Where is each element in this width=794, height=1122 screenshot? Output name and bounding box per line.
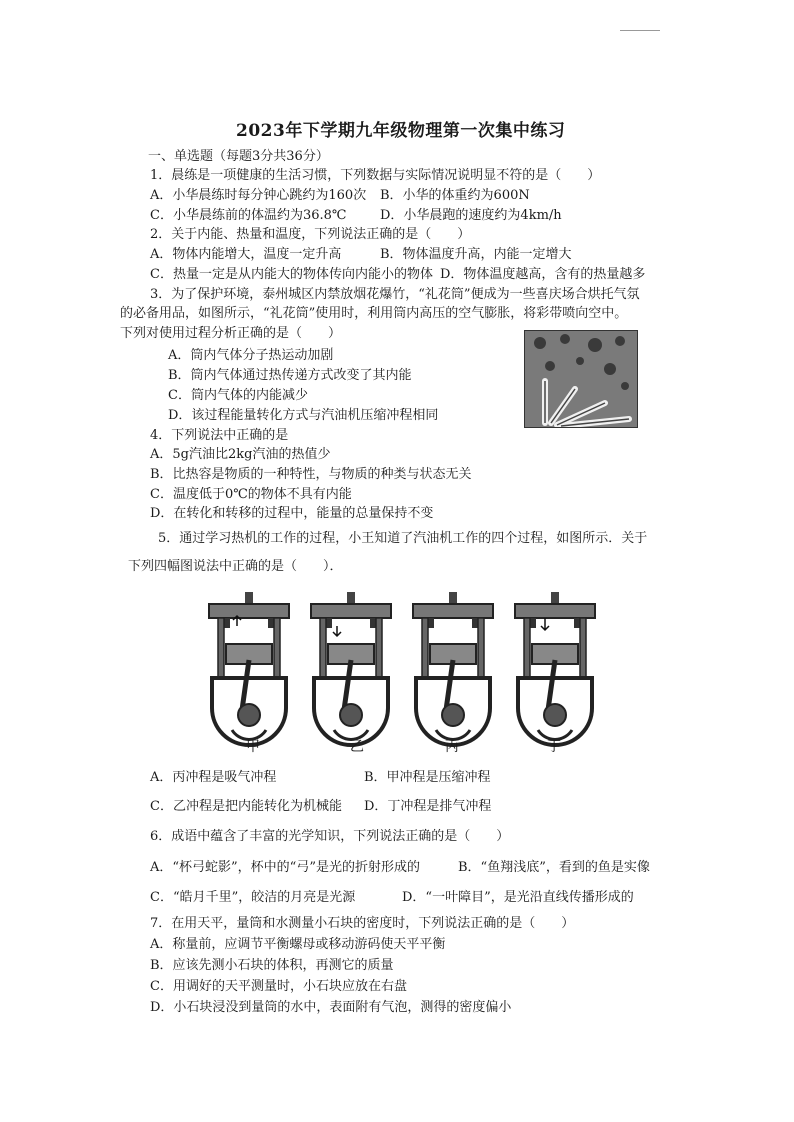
q3-option-c: C．筒内气体的内能减少 [168,388,308,403]
q5-option-d: D．丁冲程是排气冲程 [364,799,492,814]
q5-text-line2: 下列四幅图说法中正确的是（ ）． [128,559,343,574]
q4-option-d: D．在转化和转移的过程中，能量的总量保持不变 [150,506,434,521]
q6-option-b: B．“鱼翔浅底”，看到的鱼是实像 [458,860,650,875]
scan-mark [620,30,660,31]
section-heading: 一、单选题（每题3分共36分） [148,149,329,164]
q4-stem: 4．下列说法中正确的是 [150,428,289,443]
q5-text-line1: 5．通过学习热机的工作的过程，小王知道了汽油机工作的四个过程，如图所示．关于 [158,531,648,546]
q2-option-d: D．物体温度越高，含有的热量越多 [440,267,646,282]
q1-stem: 1．晨练是一项健康的生活习惯，下列数据与实际情况说明显不符的是（ ） [150,168,601,183]
q1-option-c: C．小华晨练前的体温约为36.8℃ [150,208,347,223]
party-popper-photo [524,330,638,428]
engine-label-jia: 甲 [246,739,260,755]
q3-text-line3: 下列对使用过程分析正确的是（ ） [120,326,342,341]
q7-option-b: B．应该先测小石块的体积，再测它的质量 [150,958,394,973]
q3-option-b: B．筒内气体通过热传递方式改变了其内能 [168,368,412,383]
q1-option-a: A．小华晨练时每分钟心跳约为160次 [150,188,367,203]
engine-label-yi: 乙 [350,739,364,755]
q2-stem: 2．关于内能、热量和温度，下列说法正确的是（ ） [150,227,471,242]
q4-option-a: A．5g汽油比2kg汽油的热值少 [150,447,331,462]
q7-option-a: A．称量前，应调节平衡螺母或移动游码使天平平衡 [150,937,446,952]
q6-option-d: D．“一叶障目”，是光沿直线传播形成的 [402,890,634,905]
q3-option-d: D．该过程能量转化方式与汽油机压缩冲程相同 [168,408,439,423]
q3-option-a: A．筒内气体分子热运动加剧 [168,348,334,363]
q7-option-c: C．用调好的天平测量时，小石块应放在右盘 [150,979,407,994]
q7-stem: 7．在用天平，量筒和水测量小石块的密度时，下列说法正确的是（ ） [150,916,575,931]
engine-strokes-figure [204,590,604,760]
q1-option-b: B．小华的体重约为600N [380,188,530,203]
q4-option-b: B．比热容是物质的一种特性，与物质的种类与状态无关 [150,467,472,482]
q5-option-c: C．乙冲程是把内能转化为机械能 [150,799,342,814]
page-title: 2023年下学期九年级物理第一次集中练习 [236,121,566,141]
q4-option-c: C．温度低于0℃的物体不具有内能 [150,487,352,502]
q5-option-b: B．甲冲程是压缩冲程 [364,770,491,785]
q2-option-b: B．物体温度升高，内能一定增大 [380,247,572,262]
q2-option-c: C．热量一定是从内能大的物体传向内能小的物体 [150,267,433,282]
q6-stem: 6．成语中蕴含了丰富的光学知识，下列说法正确的是（ ） [150,829,510,844]
q3-text-line2: 的必备用品，如图所示，“礼花筒”使用时，利用筒内高压的空气膨胀，将彩带喷向空中。 [120,306,628,321]
q3-text-line1: 3．为了保护环境，泰州城区内禁放烟花爆竹，“礼花筒”便成为一些喜庆场合烘托气氛 [150,287,640,302]
engine-label-ding: 丁 [547,739,561,755]
q7-option-d: D．小石块浸没到量筒的水中，表面附有气泡，测得的密度偏小 [150,1000,512,1015]
q1-option-d: D．小华晨跑的速度约为4km/h [380,208,562,223]
engine-label-bing: 丙 [445,739,459,755]
q6-option-c: C．“皓月千里”，皎洁的月亮是光源 [150,890,356,905]
q5-option-a: A．丙冲程是吸气冲程 [150,770,277,785]
q2-option-a: A．物体内能增大，温度一定升高 [150,247,342,262]
q6-option-a: A．“杯弓蛇影”，杯中的“弓”是光的折射形成的 [150,860,420,875]
